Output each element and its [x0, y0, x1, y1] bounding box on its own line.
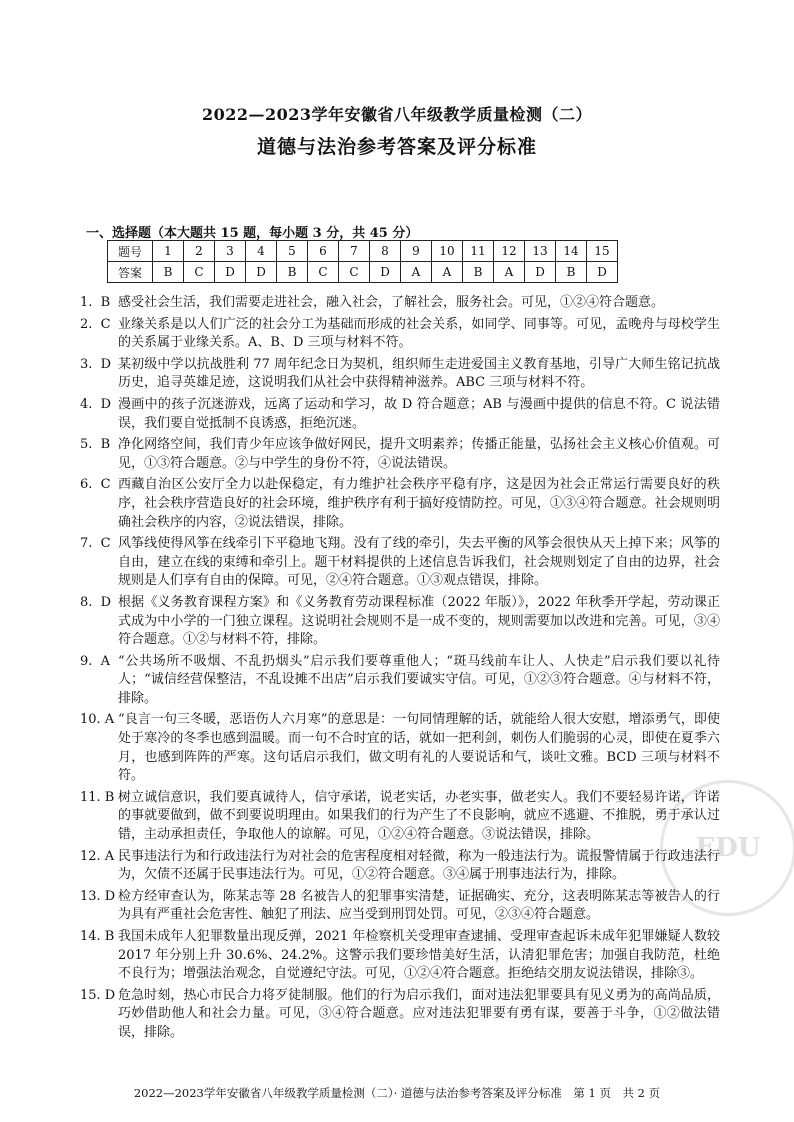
item-explanation-text: “良言一句三冬暖，恶语伤人六月寒”的意思是：一句同情理解的话，就能给人很大安慰，增添勇气，即使处于寒冷的冬季也感到温暖。而一句不合时宜的话，就如一把利剑，刺伤人们脆弱的心灵，即使在夏季六月，也感到阵阵的严寒。这句话启示我们，做文明有礼的人要说话和气，谈吐文雅。BCD 三项与材料不符。 [118, 712, 720, 784]
item-explanation-text: 树立诚信意识，我们要真诚待人，信守承诺，说老实话，办老实事，做老实人。我们不要轻易许诺，许诺的事就要做到，做不到要说明理由。如果我们的行为产生了不良影响，就应不逃避、不推脱，勇于承认过错，主动承担责任，争取他人的谅解。可见，①②④符合题意。③说法错误，排除。 [118, 789, 720, 843]
question-number-cell: 2 [184, 241, 215, 262]
item-number-answer: 13. D [80, 888, 116, 904]
answer-cell: A [494, 262, 525, 283]
item-number-answer: 14. B [80, 929, 115, 944]
item-number-answer: 9. A [80, 653, 111, 669]
question-number-cell: 6 [308, 241, 339, 262]
answer-table [107, 240, 618, 283]
question-number-cell: 15 [587, 241, 618, 262]
item-explanation-text: 西藏自治区公安厅全力以赴保稳定，有力维护社会秩序平稳有序，这是因为社会正常运行需要良好的秩序，社会秩序营造良好的社会环境，维护秩序有利于搞好疫情防控。可见，①③④符合题意。社会规则明确社会秩序的内容，②说法错误，排除。 [118, 477, 720, 530]
explanation-item [80, 928, 720, 984]
answer-cell: C [184, 262, 215, 283]
question-number-cell: 13 [525, 241, 556, 262]
explanation-item [80, 789, 720, 845]
explanation-item [80, 653, 720, 709]
item-explanation-text: 根据《义务教育课程方案》和《义务教育劳动课程标准（2022 年版）》，2022 年秋季开学起，劳动课正式成为中小学的一门独立课程。这说明社会规则不是一成不变的，规则需要加以改进和完善。可见，③④符合题意。①②与材料不符，排除。 [118, 594, 720, 648]
answer-cell: D [525, 262, 556, 283]
answer-cell: C [339, 262, 370, 283]
document-title: 2022—2023学年安徽省八年级教学质量检测（二） [201, 105, 593, 124]
explanation-item [80, 711, 720, 785]
item-explanation-text: 某初级中学以抗战胜利 77 周年纪念日为契机，组织师生走进爱国主义教育基地，引导广大师生铭记抗战历史，追寻英雄足迹，这说明我们从社会中获得精神滋养。ABC 三项与材料不符。 [118, 356, 720, 391]
item-number-answer: 3. D [80, 356, 112, 372]
item-number-answer: 6. C [80, 477, 111, 493]
answer-cell: D [587, 262, 618, 283]
item-explanation-text: 风筝线使得风筝在线牵引下平稳地飞翔。没有了线的牵引，失去平衡的风筝会很快从天上掉下来；风筝的自由，建立在线的束缚和牵引上。题干材料提供的上述信息告诉我们，社会规则划定了自由的边界，社会规则是人们享有自由的保障。可见，②④符合题意。①③观点错误，排除。 [118, 536, 720, 589]
item-explanation-text: 净化网络空间，我们青少年应该争做好网民，提升文明素养；传播正能量，弘扬社会主义核心价值观。可见，①③符合题意。②与中学生的身份不符，④说法错误。 [118, 437, 720, 471]
item-number-answer: 1. B [80, 295, 111, 310]
answer-cell: B [153, 262, 184, 283]
item-number-answer: 10. A [80, 712, 115, 728]
question-number-cell: 4 [246, 241, 277, 262]
explanation-item [80, 316, 720, 353]
answer-table-answer-row [108, 262, 618, 283]
question-number-cell: 10 [432, 241, 463, 262]
watermark-seal: EDU [660, 780, 794, 916]
item-number-answer: 12. A [80, 848, 115, 864]
item-explanation-text: “公共场所不吸烟、不乱扔烟头”启示我们要尊重他人；“斑马线前车让人、人快走”启示我们要以礼待人；“诚信经营保整洁，不乱设摊不出店”启示我们要诚实守信。可见，①②③符合题意。④与材料不符，排除。 [118, 653, 720, 706]
question-number-cell: 7 [339, 241, 370, 262]
explanation-item [80, 888, 720, 925]
item-number-answer: 11. B [80, 789, 115, 805]
item-number-answer: 7. C [80, 536, 111, 552]
answer-cell: D [215, 262, 246, 283]
item-number-answer: 8. D [80, 594, 112, 610]
answer-cell: B [556, 262, 587, 283]
question-number-cell: 14 [556, 241, 587, 262]
question-number-cell: 3 [215, 241, 246, 262]
item-number-answer: 5. B [80, 437, 111, 453]
item-explanation-text: 检方经审查认为，陈某志等 28 名被告人的犯罪事实清楚，证据确实、充分，这表明陈某志等被告人的行为具有严重社会危害性、触犯了刑法、应当受到刑罚处罚。可见，②③④符合题意。 [118, 888, 720, 923]
explanation-item [80, 436, 720, 473]
answer-cell: A [401, 262, 432, 283]
item-explanation-text: 民事违法行为和行政违法行为对社会的危害程度相对轻微，称为一般违法行为。谎报警情属于行政违法行为，欠债不还属于民事违法行为。可见，①②符合题意。③④属于刑事违法行为，排除。 [118, 848, 720, 883]
explanation-item [80, 594, 720, 650]
explanation-item [80, 987, 720, 1043]
item-number-answer: 2. C [80, 316, 111, 332]
explanation-item [80, 535, 720, 591]
question-number-cell: 8 [370, 241, 401, 262]
explanation-item [80, 476, 720, 532]
answer-cell: D [370, 262, 401, 283]
explanation-item [80, 848, 720, 885]
explanation-item [80, 294, 720, 313]
answer-cell: A [432, 262, 463, 283]
page-footer: 2022—2023学年安徽省八年级教学质量检测（二）· 道德与法治参考答案及评分标准 第 1 页 共 2 页 [133, 1086, 661, 1100]
document-subtitle: 道德与法治参考答案及评分标准 [256, 136, 537, 158]
answer-cell: B [277, 262, 308, 283]
answer-cell: B [463, 262, 494, 283]
question-number-cell: 1 [153, 241, 184, 262]
answer-cell: C [308, 262, 339, 283]
section-heading: 一、选择题（本大题共 15 题，每小题 3 分，共 45 分） [86, 226, 419, 241]
item-explanation-text: 感受社会生活，我们需要走进社会，融入社会，了解社会，服务社会。可见，①②④符合题意。 [118, 295, 665, 310]
question-number-cell: 9 [401, 241, 432, 262]
explanation-list [80, 294, 720, 1046]
answer-table-number-row [108, 241, 618, 262]
item-explanation-text: 危急时刻，热心市民合力将歹徒制服。他们的行为启示我们，面对违法犯罪要具有见义勇为的高尚品质，巧妙借助他人和社会力量。可见，③④符合题意。应对违法犯罪要有勇有谋，要善于斗争，①②做法错误，排除。 [118, 987, 720, 1040]
question-number-cell: 11 [463, 241, 494, 262]
item-number-answer: 15. D [80, 987, 116, 1003]
item-explanation-text: 业缘关系是以人们广泛的社会分工为基础而形成的社会关系，如同学、同事等。可见，孟晚舟与母校学生的关系属于业缘关系。A、B、D 三项与材料不符。 [118, 316, 720, 351]
item-explanation-text: 漫画中的孩子沉迷游戏，远离了运动和学习，故 D 符合题意；AB 与漫画中提供的信息不符。C 说法错误，我们要自觉抵制不良诱惑，拒绝沉迷。 [118, 396, 720, 431]
explanation-item [80, 356, 720, 393]
row-label-answer: 答案 [108, 262, 153, 283]
question-number-cell: 12 [494, 241, 525, 262]
answer-cell: D [246, 262, 277, 283]
row-label-number: 题号 [108, 241, 153, 262]
question-number-cell: 5 [277, 241, 308, 262]
item-number-answer: 4. D [80, 396, 112, 412]
explanation-item [80, 396, 720, 433]
item-explanation-text: 我国未成年人犯罪数量出现反弹，2021 年检察机关受理审查逮捕、受理审查起诉未成年犯罪嫌疑人数较 2017 年分别上升 30.6%、24.2%。这警示我们要珍惜美好生活，认清犯罪危害；加强自我防范，杜绝不良行为；增强法治观念，自觉遵纪守法。可见，①②④符合题意。拒绝结交朋友说法错误，排除③。 [118, 929, 720, 982]
